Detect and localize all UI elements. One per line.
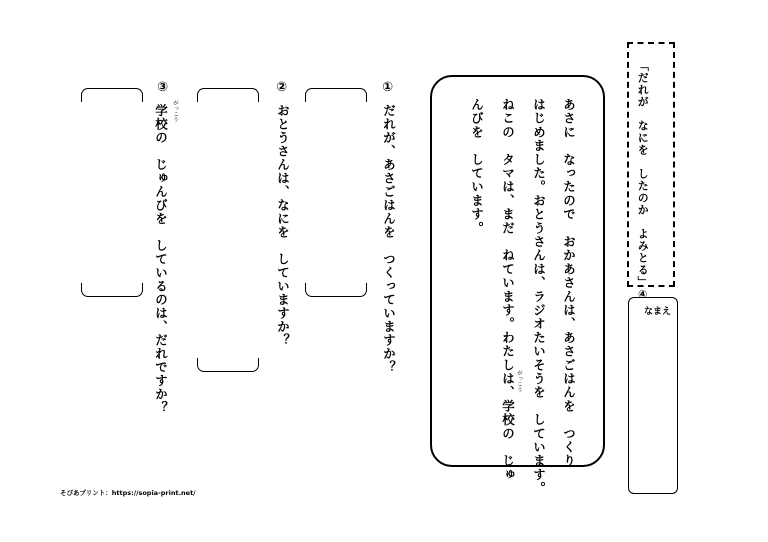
question-2-number: ② — [276, 80, 288, 95]
story-line-4: んびを しています。 — [469, 98, 485, 235]
story-ruby: がっこう — [516, 370, 522, 392]
question-2-text: おとうさんは、なにを していますか？ — [275, 104, 291, 347]
answer-3-bracket-top — [81, 88, 143, 102]
story-line-1: あさに なったので おかあさんは、あさごはんを つくり — [561, 98, 577, 468]
answer-3-bracket-bottom — [81, 283, 143, 297]
title-box — [627, 42, 675, 287]
answer-2-bracket-top — [197, 88, 259, 102]
name-label: なまえ — [644, 307, 672, 317]
name-box — [628, 297, 678, 494]
footer-credit: そぴあプリント：https://sopia-print.net/ — [60, 489, 196, 497]
answer-1-bracket-bottom — [305, 283, 367, 297]
story-box — [430, 75, 605, 467]
question-1-number: ① — [382, 80, 394, 95]
answer-1-bracket-top — [305, 88, 367, 102]
story-line-2: はじめました。おとうさんは、ラジオたいそうを しています。 — [531, 98, 547, 496]
question-3-number: ③ — [157, 80, 169, 95]
answer-2-bracket-bottom — [197, 358, 259, 372]
question-3-ruby: がっこう — [172, 100, 178, 122]
question-1-text: だれが、あさごはんを つくっていますか？ — [381, 104, 397, 374]
worksheet-title: 「だれが なにを したのか よみとる」④ — [636, 60, 650, 302]
question-3-text: 学校の じゅんびを しているのは、だれですか？ — [153, 104, 169, 415]
story-line-3: ねこの タマは、まだ ねています。わたしは、学校の じゅ — [500, 98, 516, 482]
